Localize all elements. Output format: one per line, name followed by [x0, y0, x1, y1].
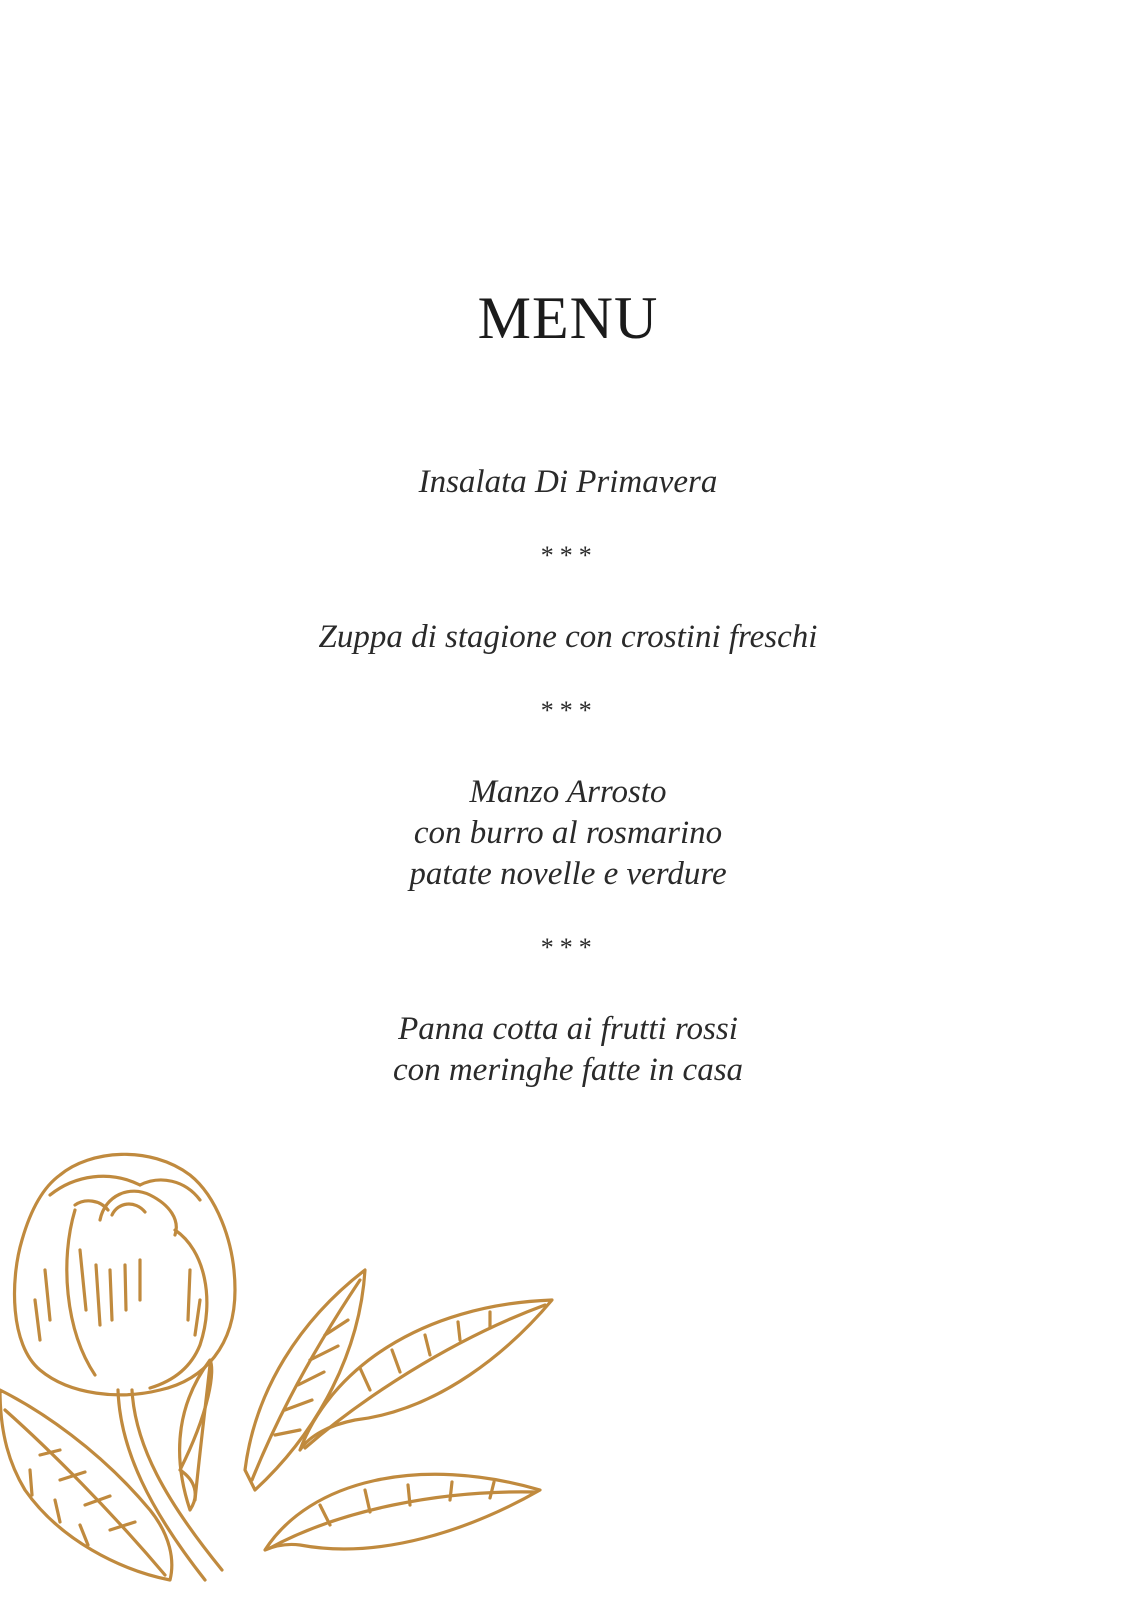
course-line: Panna cotta ai frutti rossi	[398, 1011, 738, 1047]
course-line: Zuppa di stagione con crostini freschi	[318, 619, 818, 655]
course-main	[0, 772, 1136, 895]
course-line: Manzo Arrosto	[469, 774, 667, 810]
course-line: patate novelle e verdure	[409, 856, 727, 892]
course-line: con meringhe fatte in casa	[392, 1052, 744, 1088]
course-separator: ***	[539, 541, 597, 570]
tulip-leaves-illustration	[0, 1150, 580, 1600]
course-separator: ***	[539, 933, 597, 962]
course-line: con burro al rosmarino	[413, 815, 723, 851]
course-separator: ***	[539, 696, 597, 725]
menu-title: MENU	[477, 285, 659, 351]
course-line: Insalata Di Primavera	[418, 464, 718, 500]
menu-list	[0, 462, 1136, 1091]
course-soup	[0, 617, 1136, 658]
course-starter	[0, 462, 1136, 503]
course-dessert	[0, 1009, 1136, 1091]
